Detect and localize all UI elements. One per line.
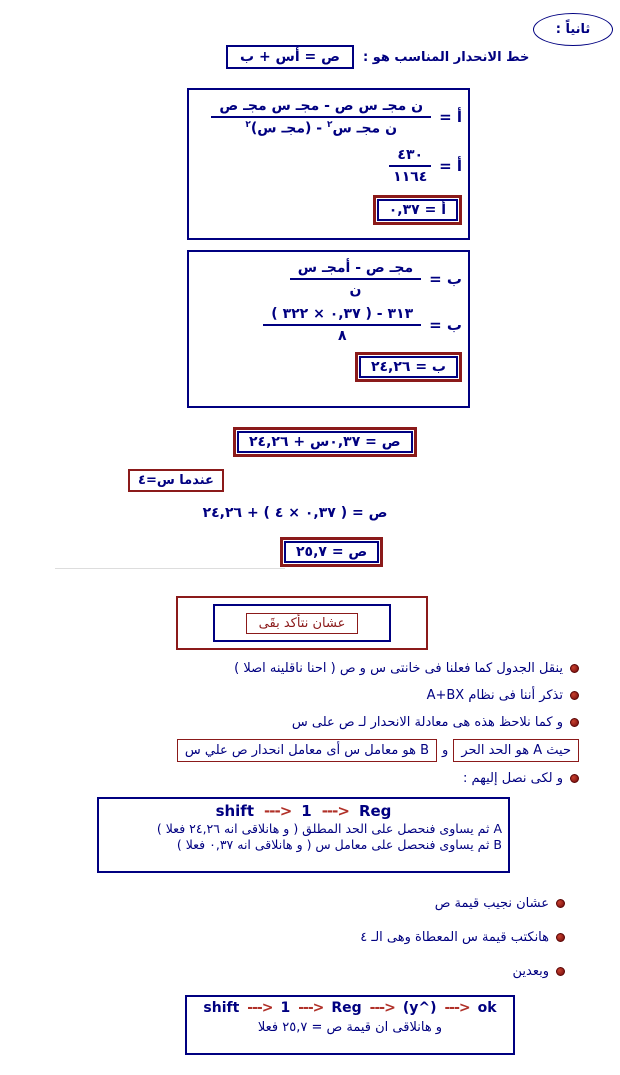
list-item: [34, 685, 579, 706]
result-box-b: [355, 352, 462, 382]
arrow-icon: --->: [321, 802, 349, 820]
regression-equation: ص = ٠,٣٧س + ٢٤,٢٦: [237, 431, 413, 453]
divider-line: [55, 568, 285, 569]
result-a-value: أ = ٠,٣٧: [377, 199, 458, 221]
fraction: [389, 147, 431, 185]
definition-a-box: حيث A هو الحد الحر: [453, 739, 579, 762]
fraction-numerator: ٣١٣ - ( ٠,٣٧ × ٣٢٢ ): [263, 306, 421, 326]
formula-b-eq1: [290, 260, 462, 298]
step-b-line: B ثم يساوى فنحصل على معامل س ( و هانلاقى انه ٠,٣٧ فعلا ): [176, 837, 502, 852]
key-sequence: [187, 997, 513, 1016]
result-box-y: [280, 537, 383, 567]
list-item-text: و لكى نصل إليهم :: [462, 771, 563, 786]
bullet-icon: [570, 691, 579, 700]
confirm-banner-text: عشان نتأكد بقَى: [246, 613, 359, 634]
list-item-text: و كما نلاحظ هذه هى معادلة الانحدار لـ ص على س: [291, 715, 563, 730]
fraction-denominator: ن: [349, 282, 362, 298]
final-result-line: و هانلاقى ان قيمة ص = ٢٥,٧ فعلا: [257, 1020, 443, 1035]
steps-list: [165, 893, 565, 995]
fraction-denominator: ن مجـ س$^٢$ - (مجـ س)$^٢$: [245, 120, 398, 137]
key-ok: ok: [477, 1000, 497, 1016]
fraction: [263, 306, 421, 344]
key-shift: shift: [215, 802, 255, 820]
arrow-icon: --->: [247, 1000, 273, 1016]
arrow-icon: --->: [369, 1000, 395, 1016]
formula-b-eq2-lhs: ب =: [429, 316, 462, 334]
condition-box: عندما س=٤: [128, 469, 224, 492]
definition-b-box: B هو معامل س أى معامل انحدار ص علي س: [177, 739, 437, 762]
list-item: [165, 961, 565, 982]
formula-a-eq2-lhs: أ =: [439, 156, 462, 175]
formula-box-a: [187, 88, 470, 240]
fraction-denominator: ١١٦٤: [393, 168, 428, 185]
key-sequence: [99, 799, 508, 820]
key-shift: shift: [203, 1000, 240, 1016]
regression-form-box: ص = أس + ب: [226, 45, 354, 69]
bullet-icon: [570, 774, 579, 783]
header-line: [226, 45, 529, 69]
conjunction: و: [442, 743, 449, 758]
arrow-icon: --->: [298, 1000, 324, 1016]
fraction-denominator: ٨: [337, 328, 347, 344]
section-badge: [533, 13, 613, 46]
substitution-line: ص = ( ٠,٣٧ × ٤ ) + ٢٤,٢٦: [202, 505, 388, 521]
bullet-icon: [570, 664, 579, 673]
list-item-text: ينقل الجدول كما فعلنا فى خانتى س و ص ( احنا ناقلينه اصلا ): [234, 661, 563, 676]
key-1: 1: [301, 802, 312, 820]
definition-line: [34, 739, 579, 762]
list-item: [34, 658, 579, 679]
fraction-numerator: مجـ ص - أمجـ س: [290, 260, 421, 280]
list-item: [165, 893, 565, 914]
section-badge-label: ثانياً :: [555, 22, 591, 37]
list-item: [34, 712, 579, 733]
formula-a-eq1-lhs: أ =: [439, 108, 462, 127]
arrow-icon: --->: [264, 802, 292, 820]
result-b-value: ب = ٢٤,٢٦: [359, 356, 458, 378]
confirm-banner: [176, 596, 428, 650]
fraction-numerator: ٤٣٠: [389, 147, 431, 167]
bullet-icon: [556, 967, 565, 976]
formula-a-eq2: [389, 147, 462, 185]
formula-box-b: [187, 250, 470, 408]
list-item-text: هانكتب قيمة س المعطاة وهى الـ ٤: [360, 930, 549, 945]
formula-a-eq1: [211, 98, 462, 137]
key-yhat: (y^): [402, 1000, 437, 1016]
list-item: [34, 768, 579, 789]
key-1: 1: [280, 1000, 291, 1016]
fraction: [290, 260, 421, 298]
calculator-steps-box-2: [185, 995, 515, 1055]
formula-b-eq1-lhs: ب =: [429, 270, 462, 288]
notes-list: [34, 658, 579, 795]
arrow-icon: --->: [444, 1000, 470, 1016]
result-box-a: [373, 195, 462, 225]
fraction: [211, 98, 431, 137]
header-label: خط الانحدار المناسب هو :: [362, 49, 530, 65]
regression-equation-box: [233, 427, 417, 457]
key-reg: Reg: [331, 1000, 362, 1016]
confirm-banner-middle: [213, 604, 391, 642]
bullet-icon: [570, 718, 579, 727]
formula-b-eq2: [263, 306, 462, 344]
list-item-text: عشان نجيب قيمة ص: [434, 896, 549, 911]
list-item-text: تذكر أننا فى نظام A+BX: [426, 688, 563, 703]
fraction-numerator: ن مجـ س ص - مجـ س مجـ ص: [211, 98, 431, 118]
bullet-icon: [556, 899, 565, 908]
list-item-text: وبعدين: [512, 964, 549, 979]
step-a-line: A ثم يساوى فنحصل على الحد المطلق ( و هانلاقى انه ٢٤,٢٦ فعلا ): [156, 821, 502, 836]
list-item: [165, 927, 565, 948]
calculator-steps-box-1: [97, 797, 510, 873]
bullet-icon: [556, 933, 565, 942]
key-reg: Reg: [358, 802, 392, 820]
result-y-value: ص = ٢٥,٧: [284, 541, 379, 563]
